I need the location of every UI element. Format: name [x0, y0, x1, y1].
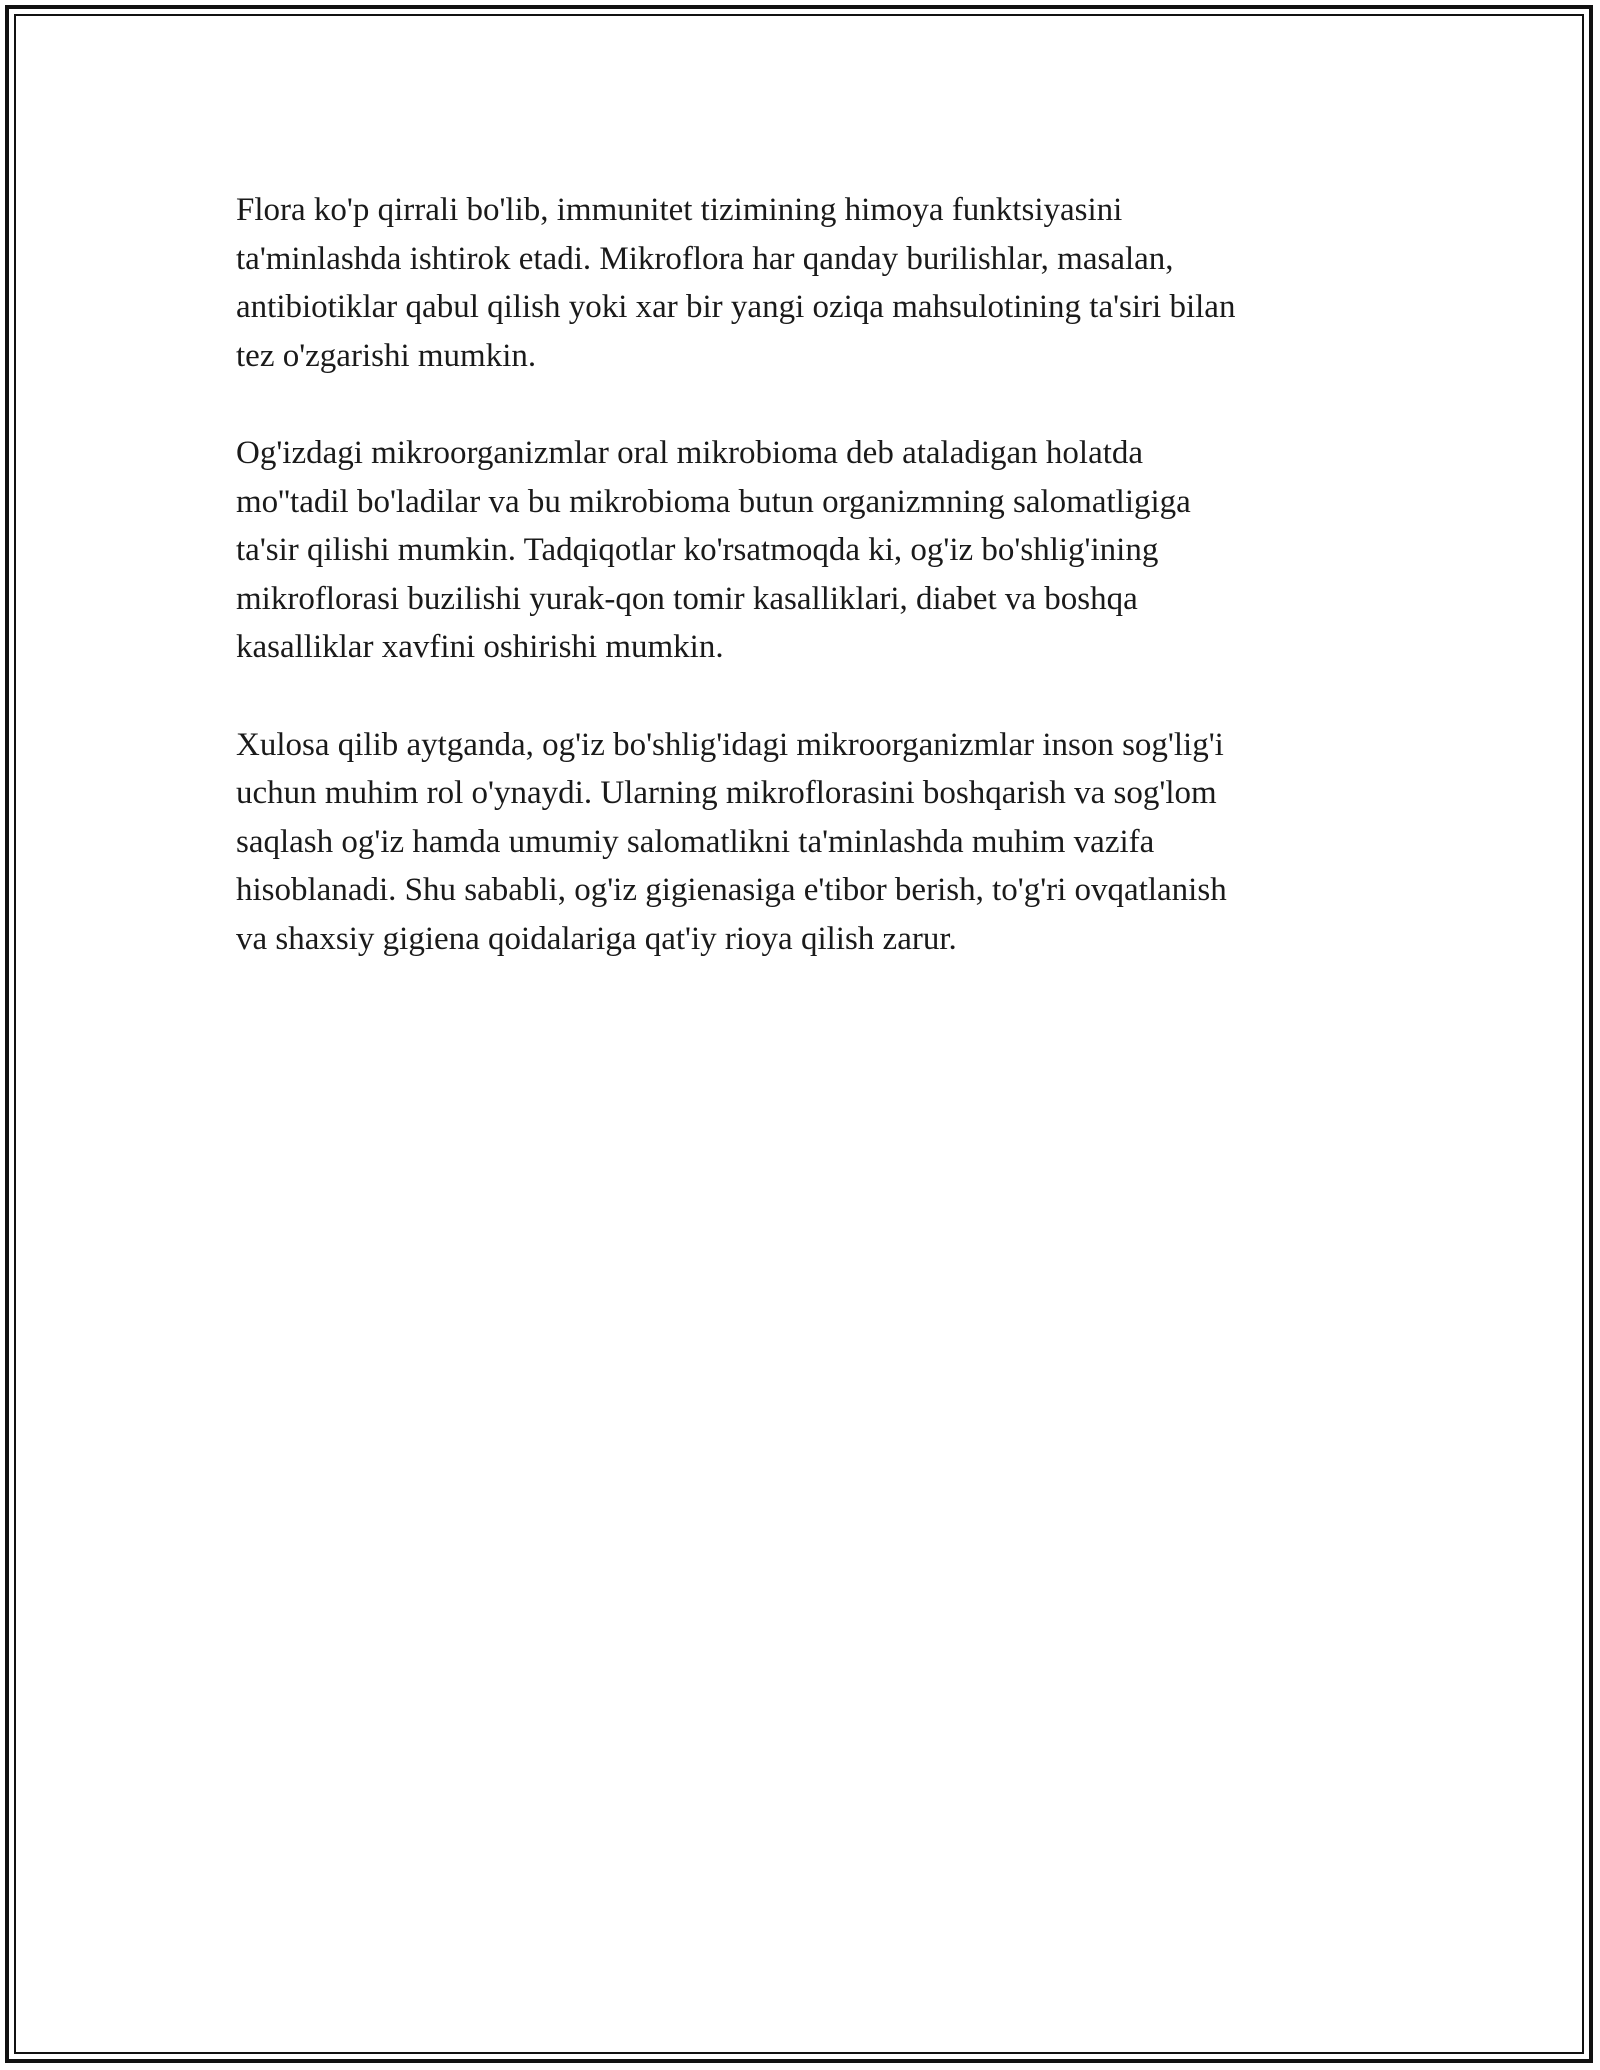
text-line: hisoblanadi. Shu sababli, og'iz gigienasiga e'tibor berish, to'g'ri ovqatlanish	[236, 872, 1227, 909]
text-line: ta'sir qilishi mumkin. Tadqiqotlar ko'rsatmoqda ki, og'iz bo'shlig'ining	[236, 532, 1159, 569]
text-line: tez o'zgarishi mumkin.	[236, 337, 537, 374]
paragraph-3	[236, 721, 1366, 964]
text-line: mo''tadil bo'ladilar va bu mikrobioma butun organizmning salomatligiga	[236, 483, 1191, 520]
text-line: saqlash og'iz hamda umumiy salomatlikni ta'minlashda muhim vazifa	[236, 823, 1155, 860]
text-line: antibiotiklar qabul qilish yoki xar bir yangi oziqa mahsulotining ta'siri bilan	[236, 289, 1236, 326]
paragraph-1	[236, 186, 1366, 380]
text-line: Xulosa qilib aytganda, og'iz bo'shlig'idagi mikroorganizmlar inson sog'lig'i	[236, 726, 1224, 763]
paragraph-2	[236, 429, 1366, 672]
document-body	[236, 186, 1366, 1012]
text-line: va shaxsiy gigiena qoidalariga qat'iy rioya qilish zarur.	[236, 920, 957, 957]
text-line: mikroflorasi buzilishi yurak-qon tomir kasalliklari, diabet va boshqa	[236, 580, 1138, 617]
text-line: kasalliklar xavfini oshirishi mumkin.	[236, 629, 724, 666]
text-line: uchun muhim rol o'ynaydi. Ularning mikroflorasini boshqarish va sog'lom	[236, 775, 1217, 812]
text-line: Flora ko'p qirrali bo'lib, immunitet tizimining himoya funktsiyasini	[236, 192, 1123, 228]
text-line: Og'izdagi mikroorganizmlar oral mikrobioma deb ataladigan holatda	[236, 434, 1144, 471]
text-line: ta'minlashda ishtirok etadi. Mikroflora har qanday burilishlar, masalan,	[236, 240, 1174, 277]
